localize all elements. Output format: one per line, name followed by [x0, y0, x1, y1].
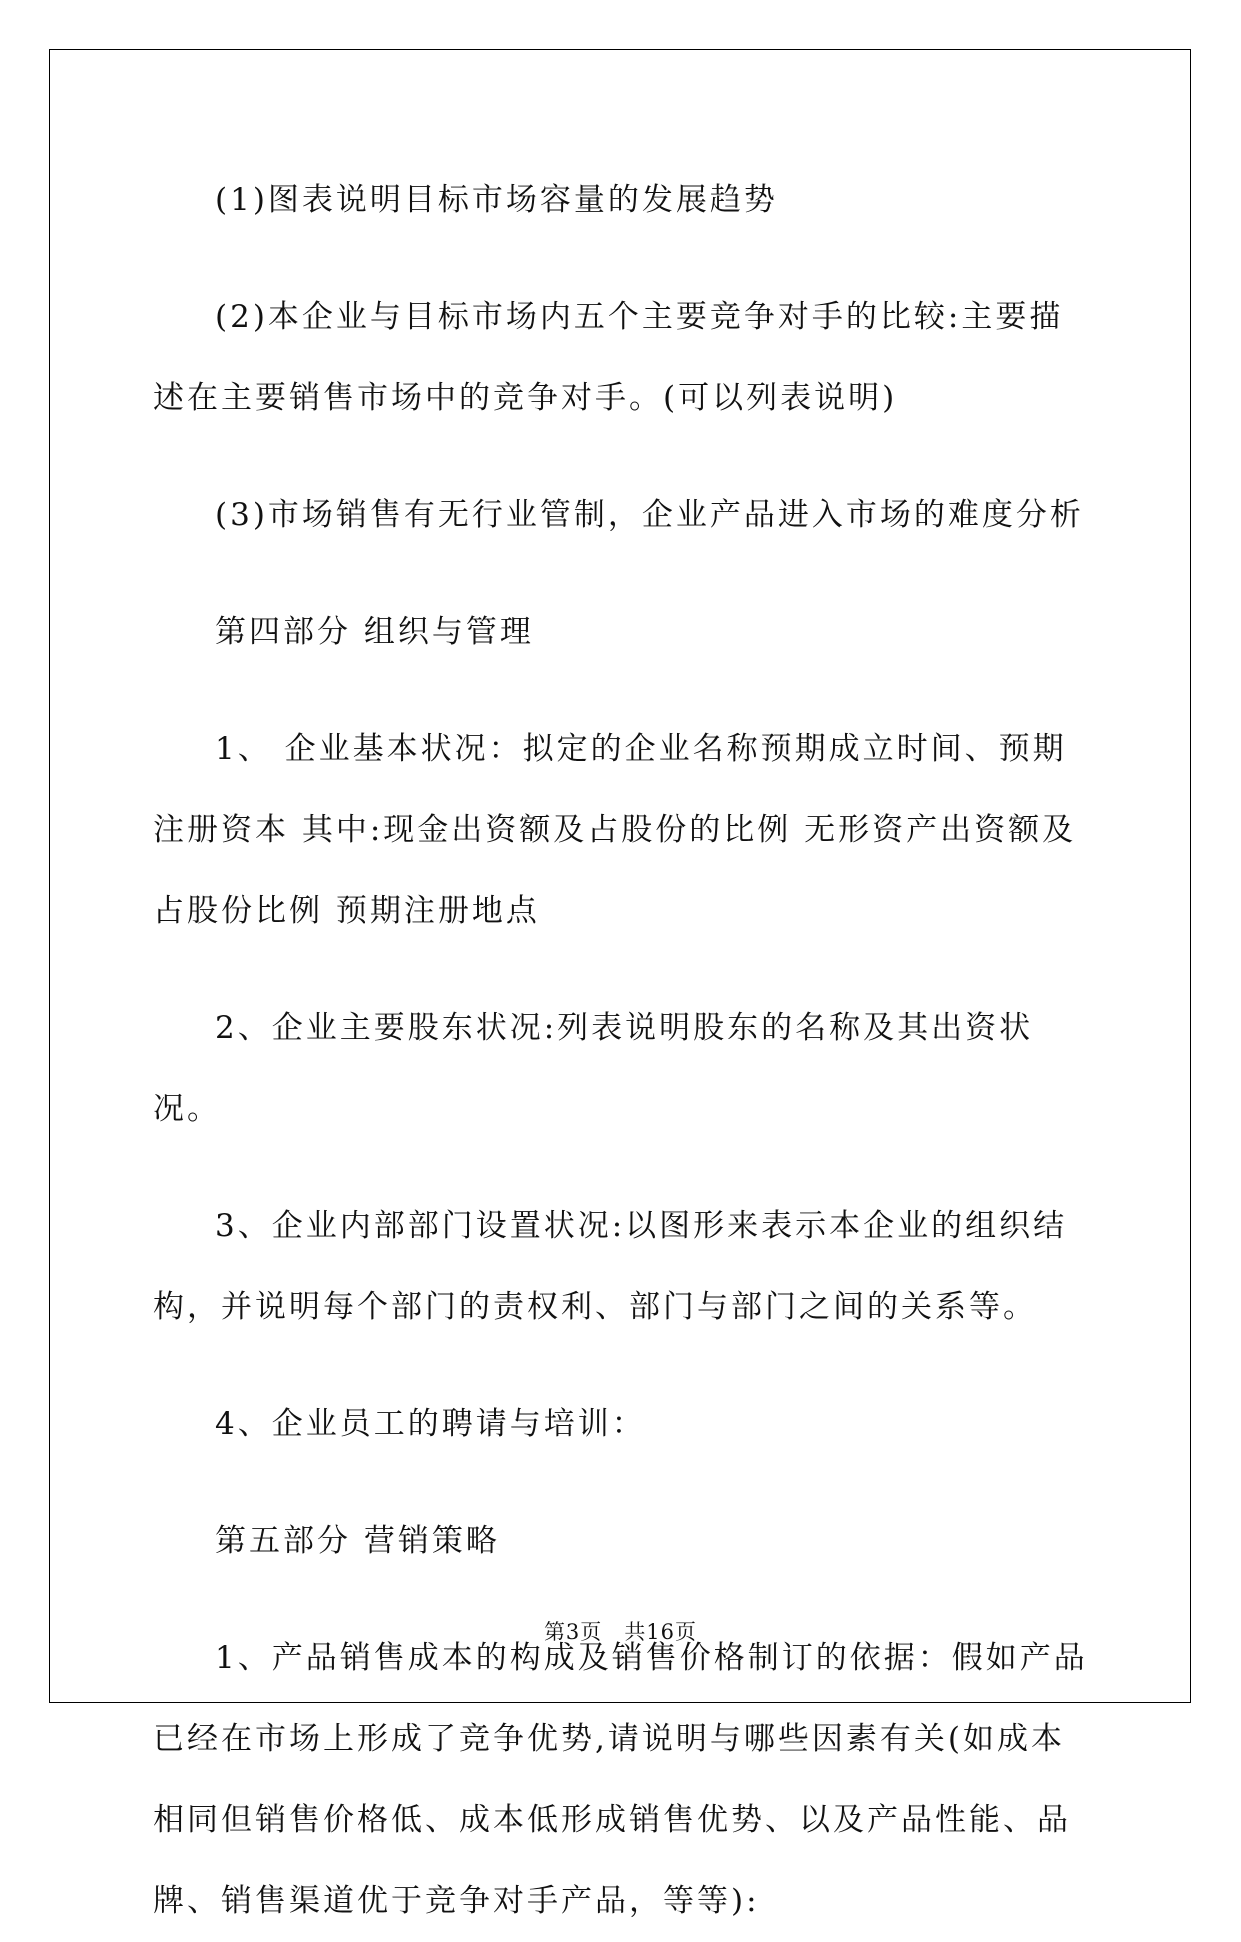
paragraph-3: (3)市场销售有无行业管制，企业产品进入市场的难度分析 [215, 497, 1084, 533]
section-heading-part-4: 第四部分 组织与管理 [215, 614, 534, 650]
paragraph-6: 3、企业内部部门设置状况:以图形来表示本企业的组织结构，并说明每个部门的责权利、部门与部门之间的关系等。 [153, 1208, 1068, 1325]
paragraph-5: 2、企业主要股东状况:列表说明股东的名称及其出资状况。 [153, 1010, 1034, 1127]
paragraph-4: 1、 企业基本状况：拟定的企业名称预期成立时间、预期注册资本 其中:现金出资额及占股份的比例 无形资产出资额及占股份比例 预期注册地点 [153, 731, 1077, 929]
page-number: 第3页 [543, 1620, 603, 1644]
document-body [153, 160, 1088, 1942]
section-heading-part-5: 第五部分 营销策略 [215, 1523, 500, 1559]
page-total: 共16页 [624, 1620, 698, 1644]
paragraph-8: 1、产品销售成本的构成及销售价格制订的依据：假如产品已经在市场上形成了竞争优势,请说明与哪些因素有关(如成本相同但销售价格低、成本低形成销售优势、以及产品性能、品牌、销售渠道优于竞争对手产品，等等): [153, 1640, 1088, 1919]
paragraph-7: 4、企业员工的聘请与培训： [215, 1406, 646, 1442]
paragraph-2: (2)本企业与目标市场内五个主要竞争对手的比较:主要描述在主要销售市场中的竞争对手。(可以列表说明) [153, 299, 1064, 416]
paragraph-1: (1)图表说明目标市场容量的发展趋势 [215, 182, 778, 218]
page-footer [0, 1616, 1241, 1646]
